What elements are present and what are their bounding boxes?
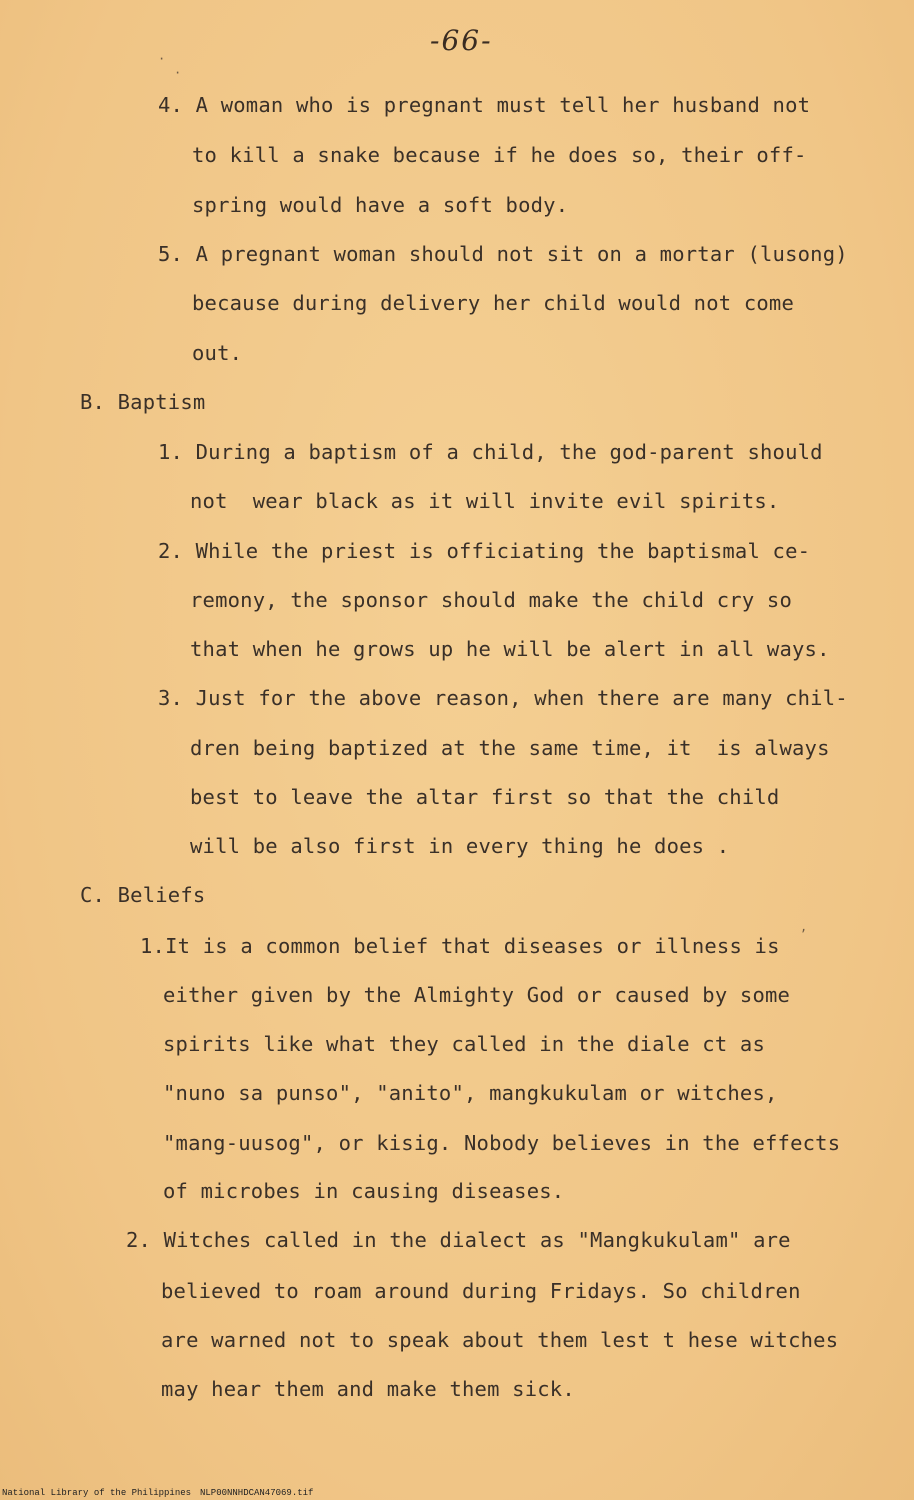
text-line: of microbes in causing diseases. [163, 1179, 565, 1203]
text-line: dren being baptized at the same time, it is always [190, 736, 830, 760]
text-line: because during delivery her child would not come [192, 291, 795, 315]
text-line: 4. A woman who is pregnant must tell her husband not [158, 93, 811, 117]
text-line: to kill a snake because if he does so, their off- [192, 143, 807, 167]
text-line: 2. While the priest is officiating the baptismal ce- [158, 539, 811, 563]
text-line: "nuno sa punso", "anito", mangkukulam or witches, [163, 1081, 778, 1105]
text-line: either given by the Almighty God or caused by some [163, 983, 791, 1007]
text-line: 1. During a baptism of a child, the god-parent should [158, 440, 823, 464]
text-line: 2. Witches called in the dialect as "Mangkukulam" are [126, 1228, 791, 1252]
text-line: spring would have a soft body. [192, 193, 569, 217]
text-line: spirits like what they called in the diale ct as [163, 1032, 766, 1056]
text-line: 5. A pregnant woman should not sit on a mortar (lusong) [158, 242, 848, 266]
text-line: 3. Just for the above reason, when there are many chil- [158, 686, 848, 710]
speck: · [158, 52, 166, 66]
text-line: "mang-uusog", or kisig. Nobody believes in the effects [163, 1131, 841, 1155]
text-line: that when he grows up he will be alert in all ways. [190, 637, 830, 661]
text-line: remony, the sponsor should make the child cry so [190, 588, 793, 612]
text-line: will be also first in every thing he does . [190, 834, 730, 858]
section-heading-beliefs: C. Beliefs [80, 883, 206, 907]
footer-filename: NLP00NNHDCAN47069.tif [200, 1488, 314, 1498]
text-line: may hear them and make them sick. [161, 1377, 575, 1401]
speck: · [174, 66, 182, 80]
text-line: believed to roam around during Fridays. So children [161, 1279, 801, 1303]
text-line: are warned not to speak about them lest t hese witches [161, 1328, 839, 1352]
section-heading-baptism: B. Baptism [80, 390, 206, 414]
footer-library: National Library of the Philippines [2, 1488, 192, 1498]
speck: , [800, 920, 808, 934]
text-line: out. [192, 341, 243, 365]
text-line: not wear black as it will invite evil spirits. [190, 489, 780, 513]
text-line: best to leave the altar first so that the child [190, 785, 780, 809]
page-number: -66- [430, 24, 493, 57]
text-line: 1.It is a common belief that diseases or illness is [140, 934, 780, 958]
